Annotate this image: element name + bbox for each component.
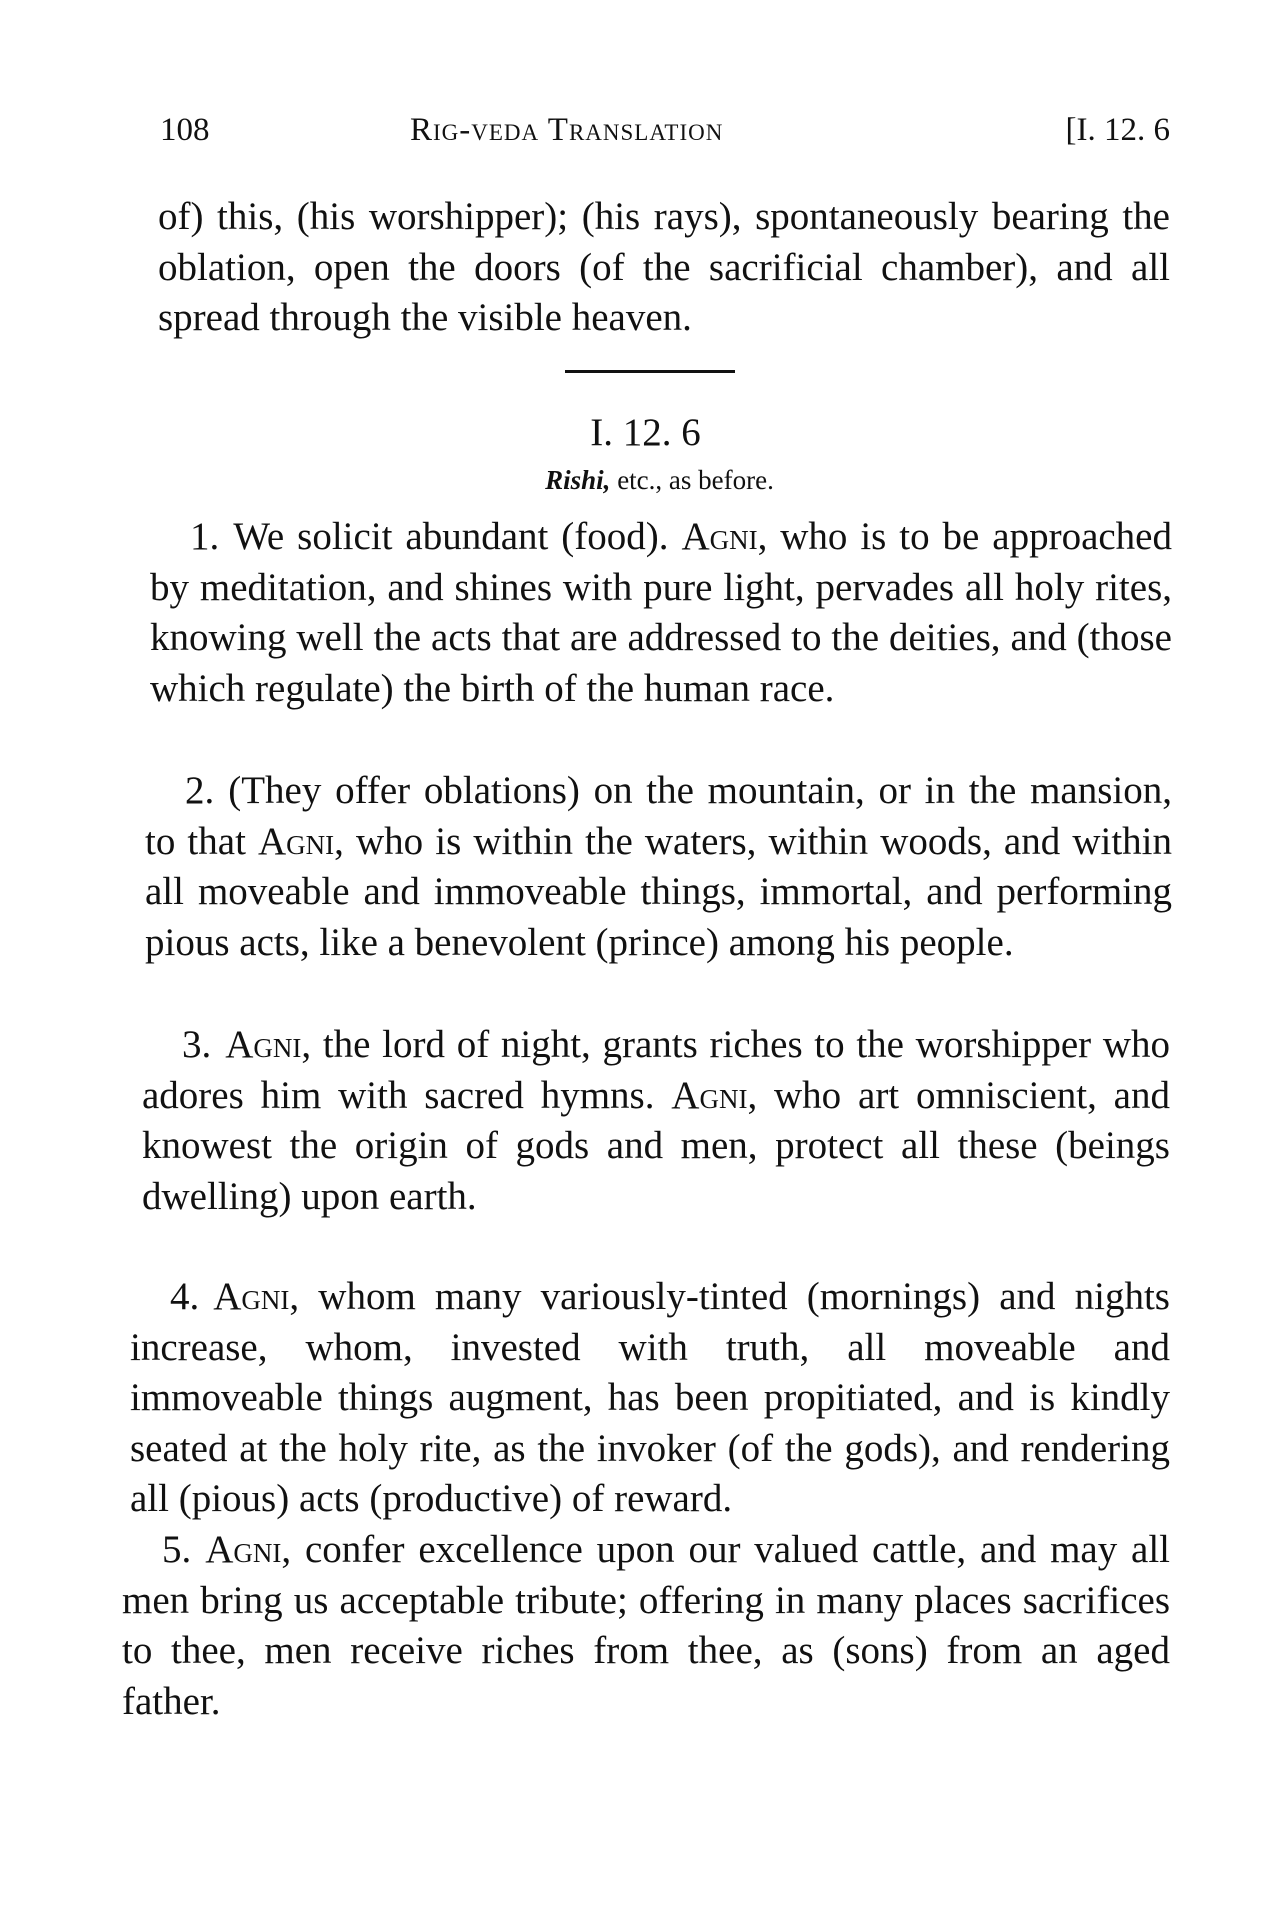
agni-name: Agni bbox=[225, 1023, 302, 1066]
page-number: 108 bbox=[160, 112, 210, 148]
verse-text: (They offer oblations) on the mountain, or in the mansion, to that bbox=[145, 769, 1172, 863]
verse-text: , who art omniscient, and knowest the origin of gods and men, protect all these (beings dwelling) upon earth. bbox=[142, 1073, 1170, 1218]
verse-3 bbox=[142, 1020, 1170, 1222]
section-divider bbox=[565, 370, 735, 373]
verse-text: , confer excellence upon our valued cattle, and may all men bring us acceptable tribute; offering in many places sacrifices to thee, men receive riches from thee, as (sons) from an aged father. bbox=[122, 1528, 1170, 1723]
hymn-heading: I. 12. 6 bbox=[590, 411, 701, 454]
running-title: Rig-veda Translation bbox=[410, 112, 724, 148]
rishi-line bbox=[0, 465, 1279, 496]
verse-5 bbox=[122, 1525, 1170, 1727]
page-header bbox=[160, 112, 1170, 172]
agni-name: Agni bbox=[258, 819, 335, 863]
agni-name: Agni bbox=[681, 515, 758, 558]
agni-name: Agni bbox=[671, 1073, 748, 1117]
verse-2 bbox=[145, 766, 1172, 968]
rishi-note: etc., as before. bbox=[610, 465, 774, 495]
verse-text: , the lord of night, grants riches to the worshipper who adores him with sacred hymns. bbox=[142, 1023, 1170, 1117]
verse-number: 5. bbox=[162, 1528, 192, 1571]
section-reference: [I. 12. 6 bbox=[1065, 112, 1170, 148]
verse-text: We solicit abundant (food). bbox=[233, 515, 682, 558]
verse-number: 2. bbox=[185, 769, 215, 812]
verse-4 bbox=[130, 1272, 1170, 1525]
verse-number: 1. bbox=[190, 515, 220, 558]
continuation-paragraph: of) this, (his worshipper); (his rays), spontaneously bearing the oblation, open the doors (of the sacrificial chamber), and all spread through the visible heaven. bbox=[158, 195, 1170, 339]
rishi-name: Rishi, bbox=[545, 465, 611, 495]
verse-number: 3. bbox=[182, 1023, 212, 1066]
verse-1 bbox=[150, 512, 1172, 714]
agni-name: Agni bbox=[205, 1528, 282, 1571]
verse-number: 4. bbox=[170, 1275, 200, 1318]
agni-name: Agni bbox=[213, 1275, 290, 1318]
verse-text: , whom many variously-tinted (mornings) and nights increase, whom, invested with truth, all moveable and immoveable things augment, has been propitiated, and is kindly seated at the holy rite, as the invoker (of the gods), and rendering all (pious) acts (productive) of reward. bbox=[130, 1275, 1170, 1520]
verse-text: , who is to be approached by meditation, and shines with pure light, pervades all holy rites, knowing well the acts that are addressed to the deities, and (those which regulate) the birth of the human race. bbox=[150, 515, 1172, 710]
verse-text: , who is within the waters, within woods, and within all moveable and immoveable things, immortal, and performing pious acts, like a benevolent (prince) among his people. bbox=[145, 819, 1172, 964]
